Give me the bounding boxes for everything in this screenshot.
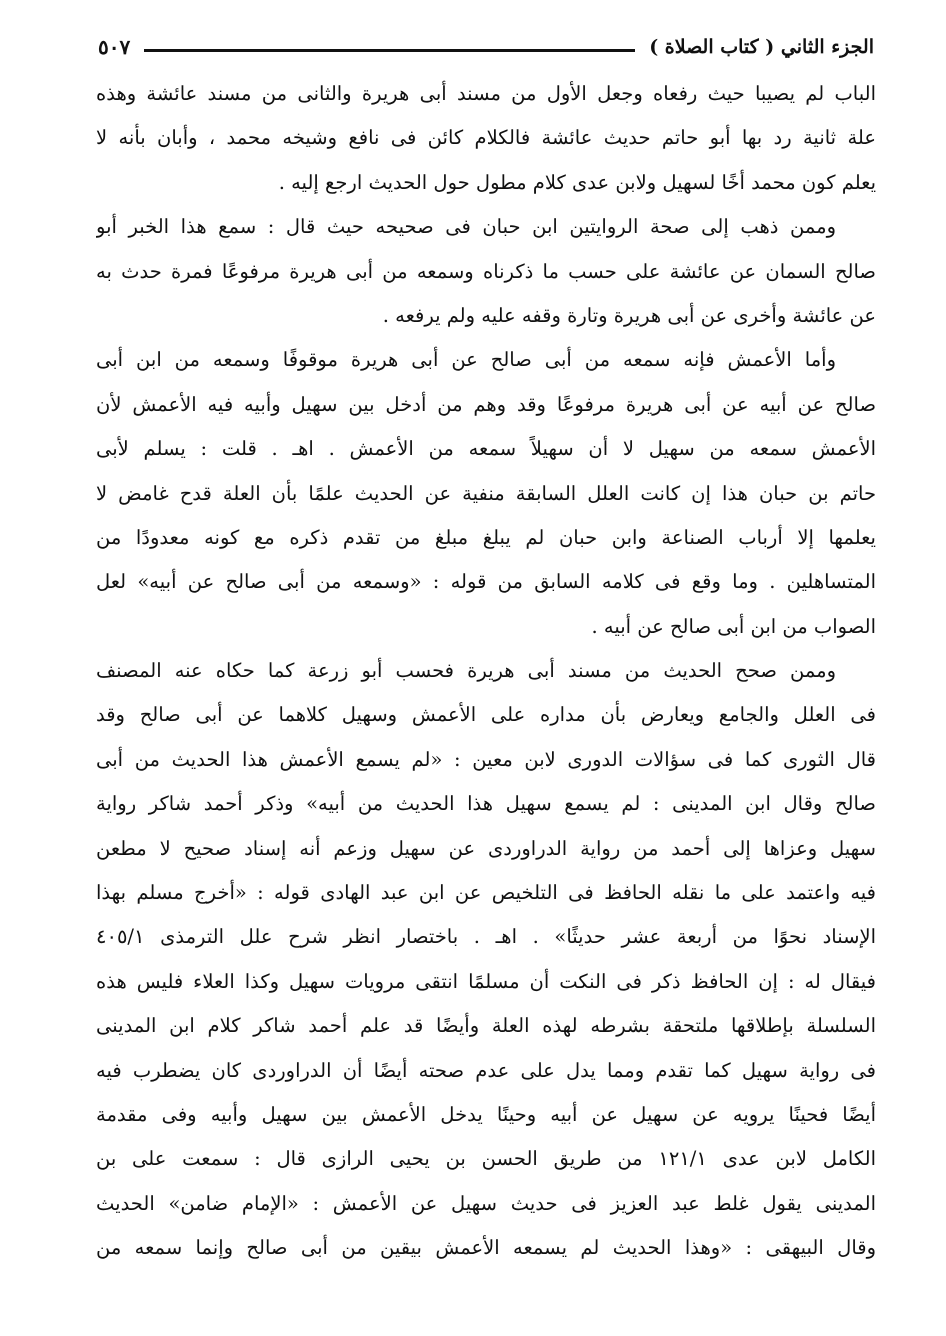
text-line: الصواب من ابن أبى صالح عن أبيه . xyxy=(591,614,876,638)
body-text xyxy=(96,72,876,1271)
text-line: الأعمش سمعه من سهيل لا أن سهيلاً سمعه من الأعمش . اهـ . قلت : يسلم لأبى xyxy=(96,437,876,461)
running-title: الجزء الثاني ( كتاب الصلاة ) xyxy=(649,36,874,58)
text-line: صالح عن أبيه عن أبى هريرة مرفوعًا وقد وهم من أدخل بين سهيل وأبيه فيه الأعمش لأن xyxy=(96,392,876,416)
text-line: الكامل لابن عدى ١٢١/١ من طريق الحسن بن يحيى الرازى قال : سمعت على بن xyxy=(96,1147,876,1171)
text-line: وممن ذهب إلى صحة الروايتين ابن حبان فى صحيحه حيث قال : سمع هذا الخبر أبو xyxy=(96,215,836,239)
text-line: المتساهلين . وما وقع فى كلامه السابق من قوله : «وسمعه من أبى صالح عن أبيه» لعل xyxy=(96,570,876,594)
text-line: الباب لم يصيبا حيث رفعاه وجعل الأول من مسند أبى هريرة والثانى من مسند عائشة وهذه xyxy=(96,82,876,105)
text-line: يعلم كون محمد أخًا لسهيل ولابن عدى كلام مطول حول الحديث ارجع إليه . xyxy=(278,170,876,194)
text-line: السلسلة بإطلاقها ملتحقة بشرطه لهذه العلة وأيضًا قد علم أحمد شاكر كلام ابن المدينى xyxy=(96,1014,876,1038)
page-header xyxy=(98,30,874,64)
text-line: سهيل وعزاها إلى أحمد من رواية الدراوردى عن سهيل وزعم أنه إسناد صحيح لا مطعن xyxy=(96,836,876,860)
header-rule xyxy=(144,49,635,52)
text-line: عن عائشة وأخرى عن أبى هريرة وتارة وقفه عليه ولم يرفعه . xyxy=(382,303,876,327)
page-number: ٥٠٧ xyxy=(98,35,131,59)
text-line: قال الثورى كما فى سؤالات الدورى لابن معين : «لم يسمع الأعمش هذا الحديث من أبى xyxy=(96,747,876,771)
text-line: فى رواية سهيل كما تقدم ومما يدل على عدم صحته أيضًا أن الدراوردى كان يضطرب فيه xyxy=(96,1058,876,1082)
text-line: وقال البيهقى : «وهذا الحديث لم يسمعه الأعمش بيقين من أبى صالح وإنما سمعه من xyxy=(96,1236,876,1260)
text-line: فيقال له : إن الحافظ ذكر فى النكت أن مسلمًا انتقى مرويات سهيل وكذا العلاء فليس هذه xyxy=(96,969,876,993)
text-line: وأما الأعمش فإنه سمعه من أبى صالح عن أبى هريرة موقوفًا وسمعه من ابن أبى xyxy=(96,348,836,372)
text-line: حاتم بن حبان هذا إن كانت العلل السابقة منفية عن الحديث علمًا بأن العلة قدح غامض لا xyxy=(96,481,876,505)
text-line: المدينى يقول غلط عبد العزيز فى حديث سهيل عن الأعمش : «الإمام ضامن» الحديث xyxy=(96,1191,876,1215)
text-line: صالح وقال ابن المدينى : لم يسمع سهيل هذا الحديث من أبيه» وذكر أحمد شاكر رواية xyxy=(96,792,876,816)
text-line: أيضًا فحينًا يرويه عن سهيل عن أبيه وحينًا يدخل الأعمش بين سهيل وأبيه وفى مقدمة xyxy=(96,1102,876,1126)
text-line: علة ثانية رد بها أبو حاتم حديث عائشة فالكلام كائن فى نافع وشيخه محمد ، وأبان بأنه لا xyxy=(96,126,876,150)
text-line: الإسناد نحوًا من أربعة عشر حديثًا» . اهـ . باختصار انظر شرح علل الترمذى ٤٠٥/١ xyxy=(96,925,876,949)
text-line: فى العلل والجامع ويعارض بأن مداره على الأعمش وسهيل كلاهما عن أبى صالح وقد xyxy=(96,703,876,727)
text-line: صالح السمان عن عائشة على حسب ما ذكرناه وسمعه من أبى هريرة مرفوعًا فمرة حدث به xyxy=(96,259,876,283)
text-line: وممن صحح الحديث من مسند أبى هريرة فحسب أبو زرعة كما حكاه عنه المصنف xyxy=(96,659,837,683)
text-line: فيه واعتمد على ما نقله الحافظ فى التلخيص عن ابن عبد الهادى قوله : «أخرج مسلم بهذا xyxy=(96,881,876,905)
text-line: يعلمها إلا أرباب الصناعة وابن حبان لم يبلغ مبلغ من تقدم ذكره مع كونه معدودًا من xyxy=(96,525,876,549)
